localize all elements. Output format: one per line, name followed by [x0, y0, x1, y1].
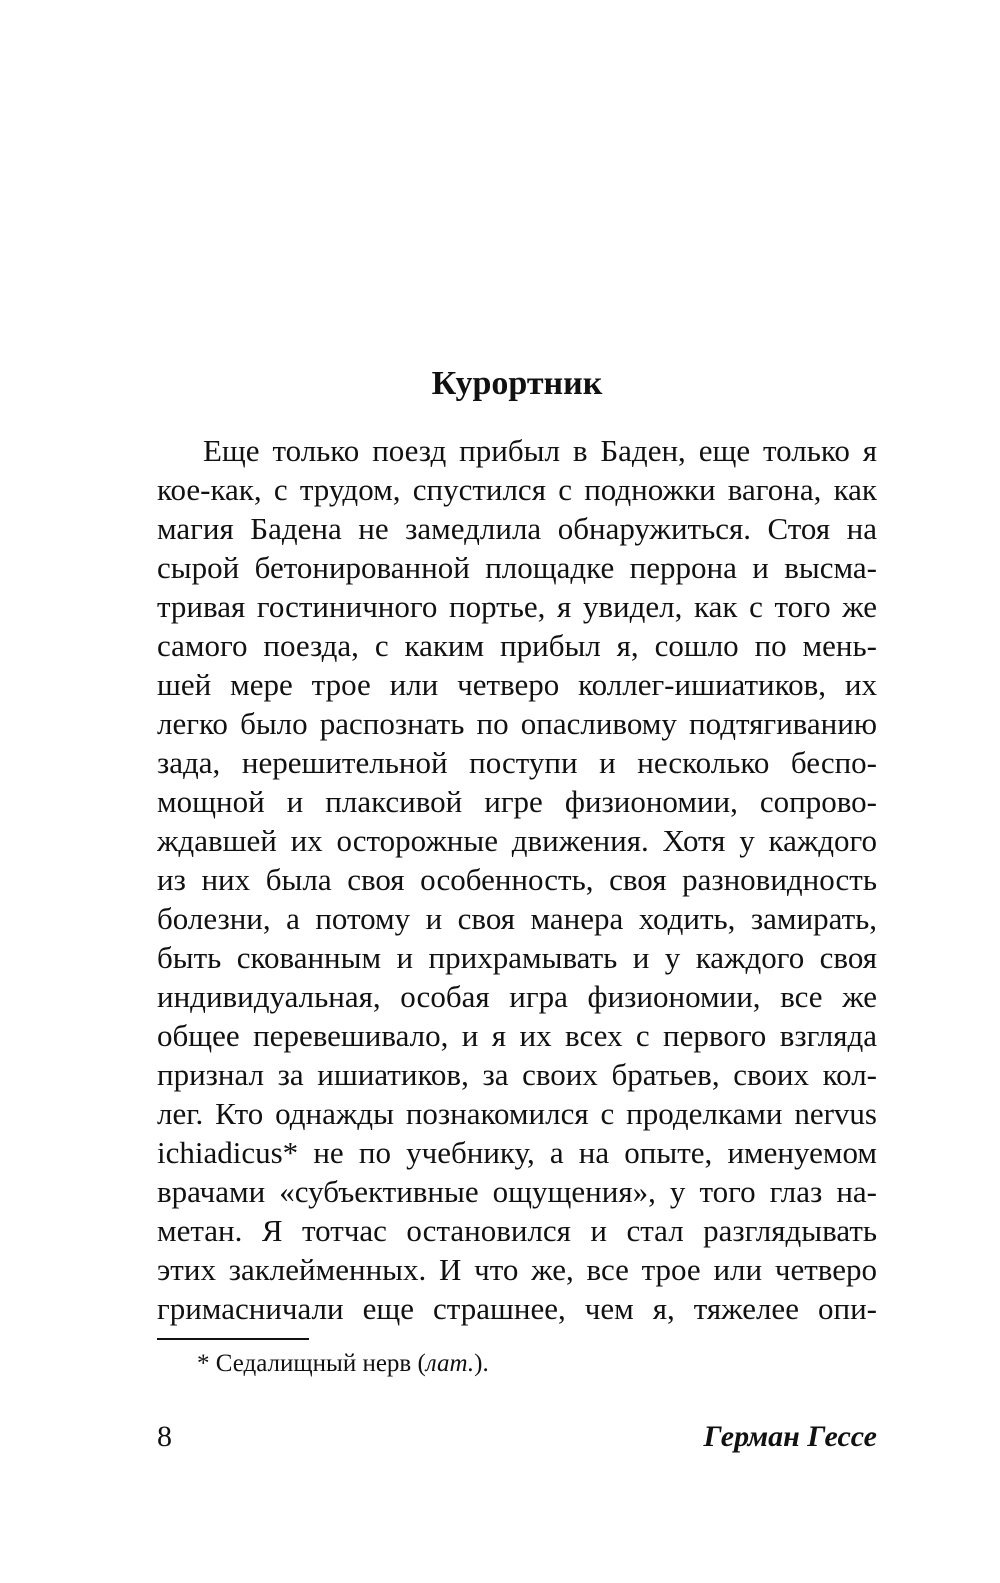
footnote-marker: *: [197, 1350, 210, 1377]
text-line: гримасничали еще страшнее, чем я, тяжелее опи-: [157, 1291, 877, 1326]
text-line: тривая гостиничного портье, я увидел, как с того же: [157, 589, 877, 624]
text-line: шей мере трое или четверо коллег-ишиатиков, их: [157, 667, 877, 702]
running-footer-author: Герман Гессе: [703, 1420, 877, 1453]
text-line: легко было распознать по опасливому подтягиванию: [157, 706, 877, 741]
footnote: [197, 1347, 489, 1381]
footnote-divider: [157, 1338, 309, 1340]
text-line: сырой бетонированной площадке перрона и высма-: [157, 550, 877, 585]
text-line: общее перевешивало, и я их всех с первого взгляда: [157, 1018, 877, 1053]
text-line: болезни, а потому и своя манера ходить, замирать,: [157, 901, 877, 936]
page-number: 8: [157, 1420, 172, 1453]
text-line: самого поезда, с каким прибыл я, сошло по мень-: [157, 628, 877, 663]
text-line: лег. Кто однажды познакомился с проделками nervus: [157, 1096, 877, 1131]
text-line: магия Бадена не замедлила обнаружиться. Стоя на: [157, 511, 877, 546]
text-line: ichiadicus* не по учебнику, а на опыте, именуемом: [157, 1135, 877, 1170]
text-line: кое-как, с трудом, спустился с подножки вагона, как: [157, 472, 877, 507]
footnote-text: Седалищный нерв (: [215, 1350, 426, 1377]
text-line: зада, нерешительной поступи и несколько беспо-: [157, 745, 877, 780]
text-line: из них была своя особенность, своя разновидность: [157, 862, 877, 897]
footnote-end: ).: [474, 1350, 489, 1377]
text-line: Еще только поезд прибыл в Баден, еще только я: [203, 433, 877, 468]
text-line: врачами «субъективные ощущения», у того глаз на-: [157, 1174, 877, 1209]
body-text: [157, 431, 877, 1328]
text-line: ждавшей их осторожные движения. Хотя у каждого: [157, 823, 877, 858]
chapter-title: Курортник: [431, 365, 603, 402]
text-line: индивидуальная, особая игра физиономии, все же: [157, 979, 877, 1014]
text-line: быть скованным и прихрамывать и у каждого своя: [157, 940, 877, 975]
text-line: метан. Я тотчас остановился и стал разглядывать: [157, 1213, 877, 1248]
text-line: признал за ишиатиков, за своих братьев, своих кол-: [157, 1057, 877, 1092]
text-line: этих заклейменных. И что же, все трое или четверо: [157, 1252, 877, 1287]
text-line: мощной и плаксивой игре физиономии, сопрово-: [157, 784, 877, 819]
footnote-abbreviation: лат.: [425, 1350, 475, 1377]
